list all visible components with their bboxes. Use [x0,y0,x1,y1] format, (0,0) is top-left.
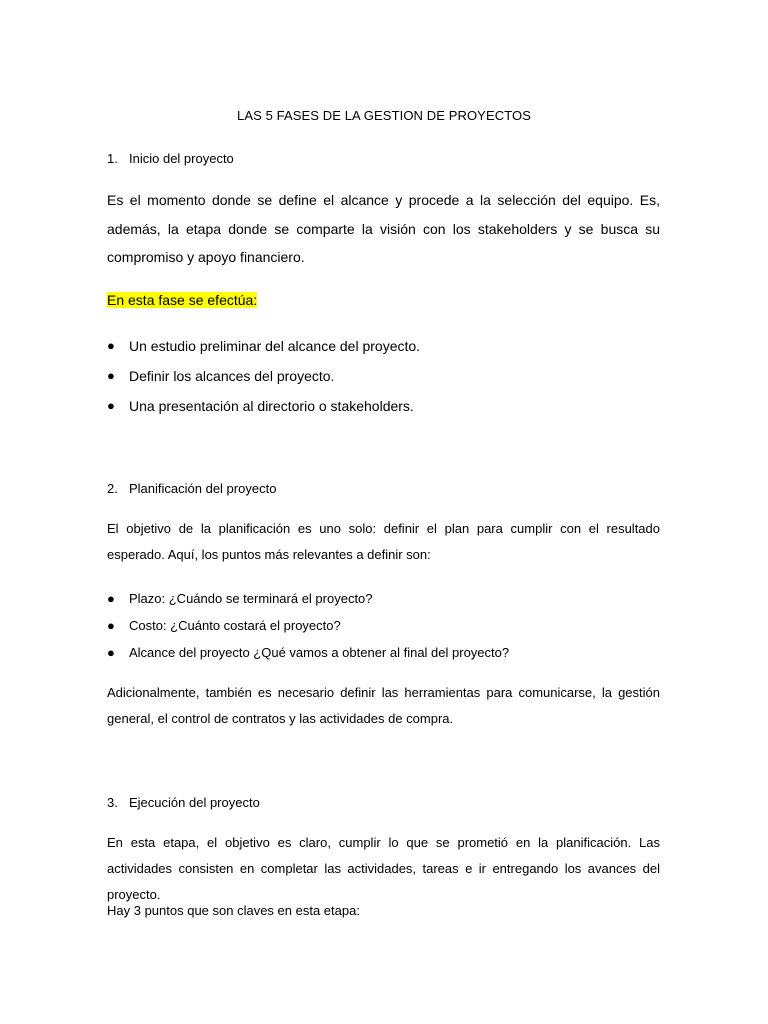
section-3-paragraph: En esta etapa, el objetivo es claro, cumplir lo que se prometió en la planificación. Las actividades consisten en completar las actividades, tareas e ir entregando los avances del proyecto. [107,835,660,902]
section-2-bullet-list [107,590,509,671]
section-2-paragraph-after: Adicionalmente, también es necesario definir las herramientas para comunicarse, la gestión general, el control de contratos y las actividades de compra. [107,685,660,726]
section-3-paragraph-after: Hay 3 puntos que son claves en esta etapa: [107,903,360,918]
section-2-paragraph: El objetivo de la planificación es uno solo: definir el plan para cumplir con el resultado esperado. Aquí, los puntos más relevantes a definir son: [107,521,660,562]
list-item: ● Definir los alcances del proyecto. [107,368,335,384]
bullet-icon: ● [107,645,115,660]
list-item: ● Alcance del proyecto ¿Qué vamos a obtener al final del proyecto? [107,645,510,660]
section-1-paragraph: Es el momento donde se define el alcance y procede a la selección del equipo. Es, además, la etapa donde se comparte la visión con los stakeholders y se busca su compromiso y apoyo financiero. [107,192,660,265]
bullet-icon: ● [107,398,115,413]
section-number: 2. [107,481,118,496]
bullet-icon: ● [107,618,115,633]
section-1-bullet-list [107,337,420,427]
section-heading-2 [107,481,276,496]
section-number: 3. [107,795,118,810]
document-title: LAS 5 FASES DE LA GESTION DE PROYECTOS [237,108,531,123]
highlighted-text: En esta fase se efectúa: [107,292,258,308]
bullet-icon: ● [107,591,115,606]
list-item: ● Costo: ¿Cuánto costará el proyecto? [107,618,341,633]
section-heading-text: Planificación del proyecto [129,481,277,496]
section-heading-3 [107,795,260,810]
section-heading-text: Ejecución del proyecto [129,795,260,810]
list-item: ● Plazo: ¿Cuándo se terminará el proyecto? [107,591,373,606]
list-item: ● Un estudio preliminar del alcance del proyecto. [107,338,421,354]
bullet-icon: ● [107,368,115,383]
section-heading-text: Inicio del proyecto [129,151,234,166]
list-item: ● Una presentación al directorio o stakeholders. [107,398,414,414]
section-heading-1 [107,151,234,166]
section-number: 1. [107,151,118,166]
bullet-icon: ● [107,338,115,353]
section-1-highlight [107,292,257,308]
